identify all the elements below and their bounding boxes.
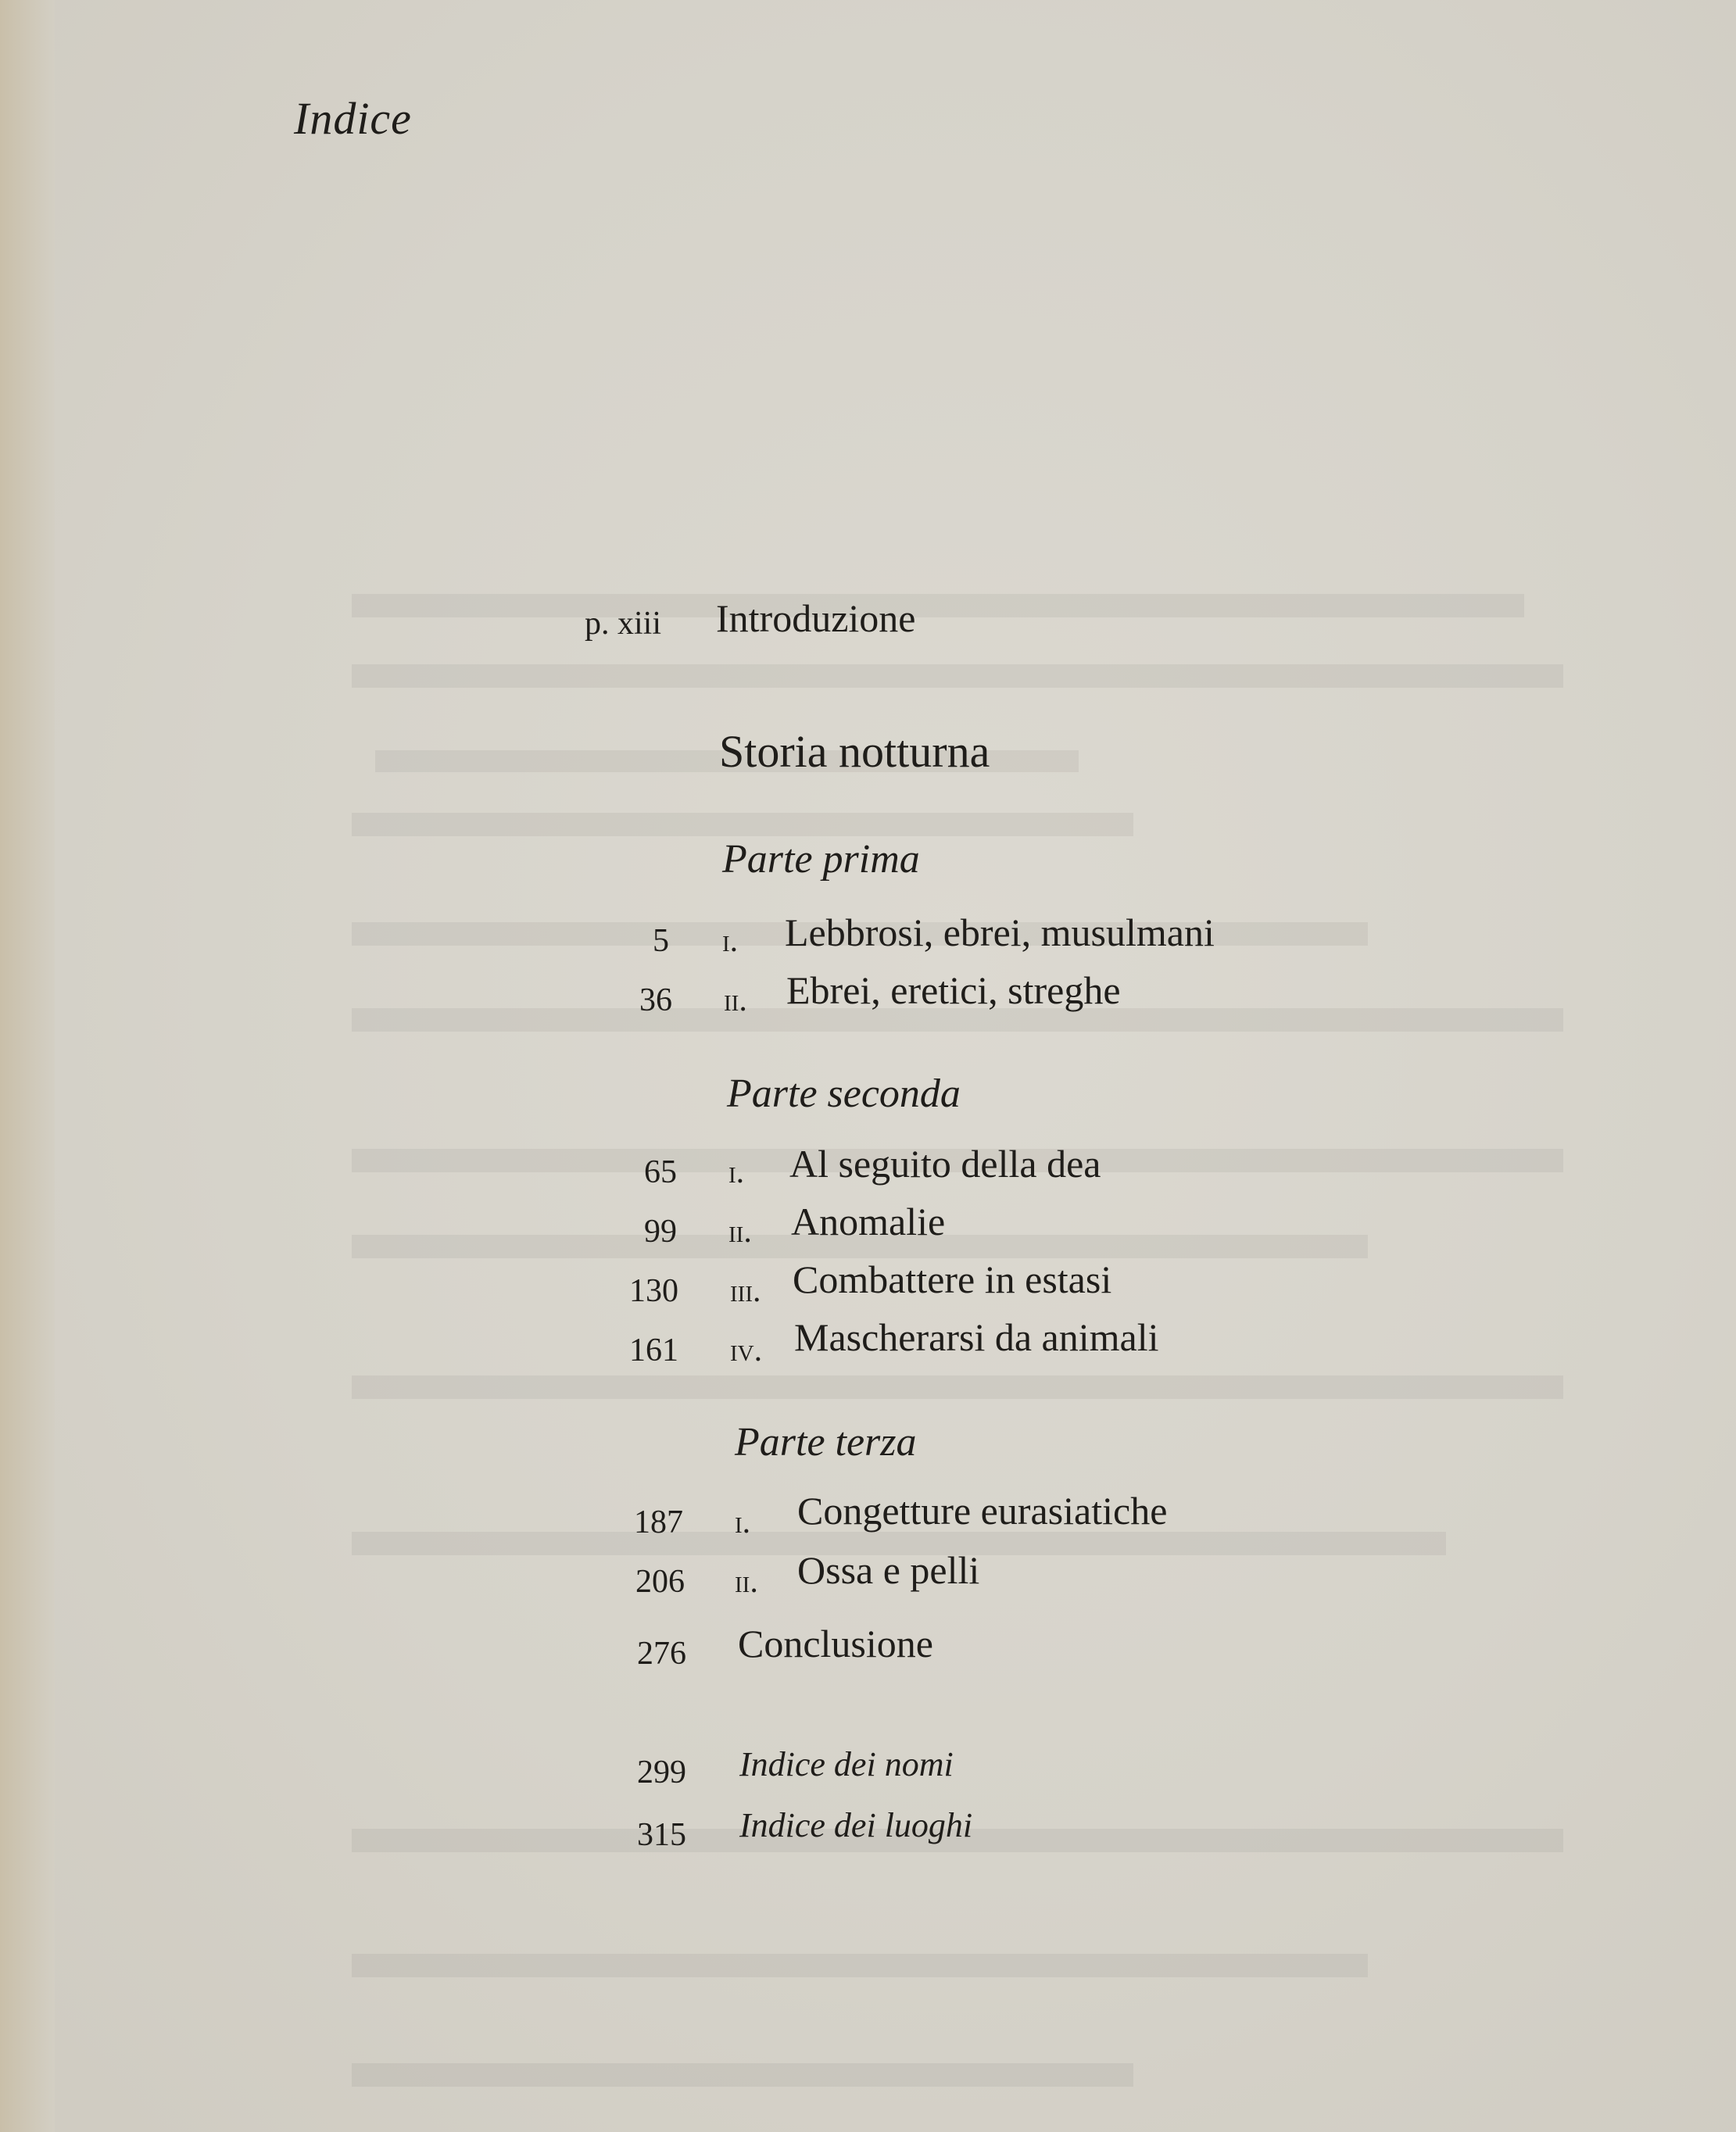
chapter-numeral: i. bbox=[722, 923, 739, 959]
page-gutter-shadow bbox=[0, 0, 55, 2132]
toc-page-number: 187 bbox=[634, 1504, 683, 1540]
page-title: Indice bbox=[294, 93, 412, 144]
toc-page-number: 315 bbox=[637, 1817, 686, 1853]
chapter-title: Ossa e pelli bbox=[797, 1548, 980, 1592]
toc-page-number: 206 bbox=[635, 1564, 685, 1600]
toc-entry-label: Conclusione bbox=[738, 1622, 933, 1665]
chapter-title: Combattere in estasi bbox=[793, 1257, 1112, 1301]
part-heading: Parte seconda bbox=[727, 1071, 961, 1116]
toc-page-number: 130 bbox=[629, 1273, 678, 1309]
chapter-title: Congetture eurasiatiche bbox=[797, 1489, 1168, 1533]
part-heading: Parte terza bbox=[735, 1420, 917, 1465]
toc-page-number: p. xiii bbox=[584, 606, 661, 642]
toc-page-number: 36 bbox=[639, 982, 672, 1018]
chapter-title: Anomalie bbox=[791, 1200, 946, 1243]
toc-entry-label: Introduzione bbox=[716, 596, 916, 640]
chapter-numeral: iv. bbox=[730, 1332, 763, 1368]
chapter-numeral: ii. bbox=[728, 1214, 752, 1250]
index-title: Indice dei nomi bbox=[739, 1745, 954, 1783]
chapter-title: Mascherarsi da animali bbox=[794, 1315, 1159, 1359]
chapter-title: Lebbrosi, ebrei, musulmani bbox=[785, 910, 1215, 954]
toc-page-number: 276 bbox=[637, 1636, 686, 1672]
chapter-numeral: iii. bbox=[730, 1273, 761, 1309]
chapter-numeral: i. bbox=[728, 1154, 745, 1190]
chapter-numeral: ii. bbox=[735, 1564, 758, 1600]
chapter-title: Al seguito della dea bbox=[789, 1142, 1101, 1186]
toc-page-number: 65 bbox=[644, 1154, 677, 1190]
toc-page-number: 299 bbox=[637, 1755, 686, 1790]
chapter-numeral: i. bbox=[735, 1504, 751, 1540]
toc-page-number: 5 bbox=[653, 923, 669, 959]
part-heading: Parte prima bbox=[722, 837, 920, 882]
chapter-numeral: ii. bbox=[724, 982, 747, 1018]
toc-page-number: 99 bbox=[644, 1214, 677, 1250]
book-section-title: Storia notturna bbox=[719, 726, 990, 777]
index-title: Indice dei luoghi bbox=[739, 1806, 973, 1844]
chapter-title: Ebrei, eretici, streghe bbox=[786, 968, 1121, 1012]
toc-page-number: 161 bbox=[629, 1332, 678, 1368]
